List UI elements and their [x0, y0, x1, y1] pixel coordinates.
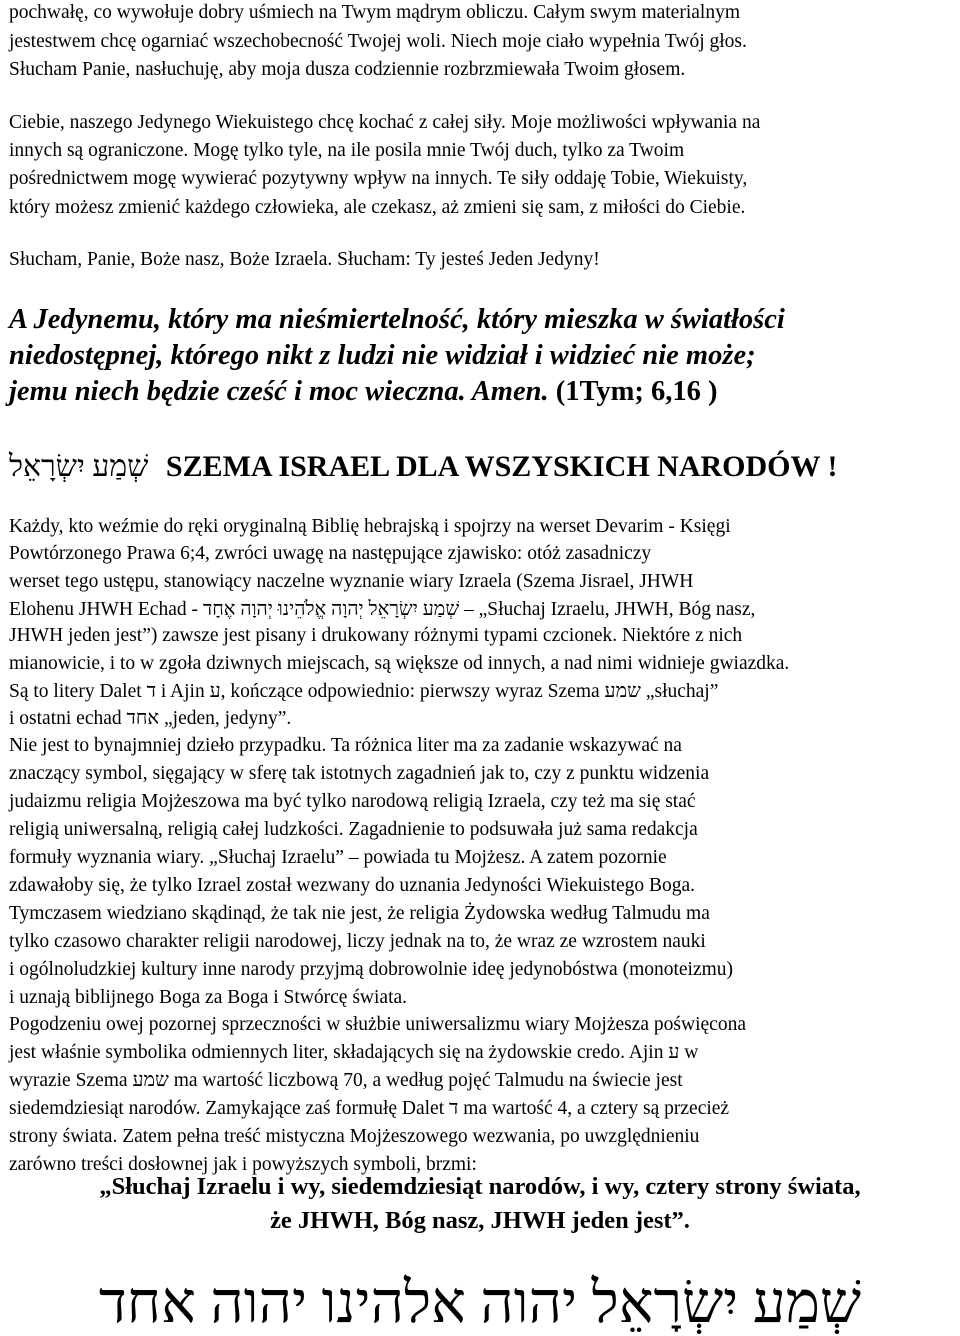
text-line: strony świata. Zatem pełna treść mistyczna Mojżeszowego wezwania, po uwzględnieniu: [9, 1126, 700, 1147]
text-line: Nie jest to bynajmniej dzieło przypadku. Ta różnica liter ma za zadanie wskazywać na: [9, 735, 682, 756]
shema-verse-hebrew: שְׁמַע יִשְׂרָאֵל יְהוָה אֱלֹהֵינוּ יְהוָה אֶחָד: [202, 599, 460, 620]
text-line: werset tego ustępu, stanowiący naczelne wyznanie wiary Izraela (Szema Jisrael, JHWH: [9, 571, 694, 592]
quote-line: jemu niech będzie cześć i moc wieczna. Amen. (1Tym; 6,16 ): [9, 376, 718, 407]
conclusion-line: że JHWH, Bóg nasz, JHWH jeden jest”.: [270, 1207, 690, 1234]
dalet-letter: ד: [146, 681, 156, 702]
dalet-letter: ד: [449, 1098, 459, 1119]
text-line: pochwałę, co wywołuje dobry uśmiech na Twym mądrym obliczu. Całym swym materialnym: [9, 2, 740, 23]
text-line: siedemdziesiąt narodów. Zamykające zaś formułę Dalet ד ma wartość 4, a cztery są przecież: [9, 1098, 730, 1119]
shema-word: שמע: [604, 681, 641, 702]
section-heading: [9, 446, 837, 488]
text-line: Każdy, kto weźmie do ręki oryginalną Biblię hebrajską i spojrzy na werset Devarim - Księgi: [9, 516, 731, 537]
ajin-letter: ע: [668, 1042, 680, 1063]
text-line: jest właśnie symbolika odmiennych liter, składających się na żydowskie credo. Ajin ע w: [9, 1042, 699, 1063]
text-line: JHWH jeden jest”) zawsze jest pisany i drukowany różnymi typami czcionek. Niektóre z nich: [9, 625, 743, 646]
text-line: który możesz zmienić każdego człowieka, ale czekasz, aż zmieni się sam, z miłości do Ciebie.: [9, 197, 746, 218]
text-line: tylko czasowo charakter religii narodowej, liczy jednak na to, że wraz ze wzrostem nauki: [9, 931, 706, 952]
text-line: znaczący symbol, sięgający w sferę tak istotnych zagadnień jak to, czy z punktu widzenia: [9, 763, 710, 784]
text-line: zarówno treści dosłownej jak i powyższych symboli, brzmi:: [9, 1154, 477, 1175]
text-line: Słucham, Panie, Boże nasz, Boże Izraela. Słucham: Ty jesteś Jeden Jedyny!: [9, 249, 600, 270]
text-line: i ostatni echad אחד „jeden, jedyny”.: [9, 708, 292, 729]
text-line: wyrazie Szema שמע ma wartość liczbową 70, a według pojęć Talmudu na świecie jest: [9, 1070, 683, 1091]
quote-line: A Jedynemu, który ma nieśmiertelność, który mieszka w światłości: [9, 304, 785, 335]
echad-word: אחד: [126, 708, 160, 729]
text-line: formuły wyznania wiary. „Słuchaj Izraelu” – powiada tu Mojżesz. A zatem pozornie: [9, 847, 667, 868]
text-line: Tymczasem wiedziano skądinąd, że tak nie jest, że religia Żydowska według Talmudu ma: [9, 903, 710, 924]
text-line: zdawałoby się, że tylko Izrael został wezwany do uznania Jedyności Wiekuistego Boga.: [9, 875, 696, 896]
conclusion-line: „Słuchaj Izraelu i wy, siedemdziesiąt narodów, i wy, cztery strony świata,: [99, 1173, 861, 1200]
text-line: judaizmu religia Mojżeszowa ma być tylko narodową religią Izraela, czy też ma się stać: [9, 791, 696, 812]
text-line: Są to litery Dalet ד i Ajin ע, kończące odpowiednio: pierwszy wyraz Szema שמע „słuchaj”: [9, 681, 719, 702]
shema-hebrew-large: שְׁמַע יִשְׂרָאֵל יהוה אלהינו יהוה אחד: [98, 1270, 862, 1335]
text-line: Pogodzeniu owej pozornej sprzeczności w służbie uniwersalizmu wiary Mojżesza poświęcona: [9, 1014, 746, 1035]
quote-reference: (1Tym; 6,16 ): [548, 376, 718, 407]
text-line: Słucham Panie, nasłuchuję, aby moja dusza codziennie rozbrzmiewała Twoim głosem.: [9, 59, 686, 80]
text-line: Ciebie, naszego Jedynego Wiekuistego chcę kochać z całej siły. Moje możliwości wpływania na: [9, 112, 761, 133]
heading-hebrew: שְׁמַע יִשְׂרָאֵל: [9, 450, 149, 483]
shema-word: שמע: [132, 1070, 169, 1091]
text-line: i ogólnoludzkiej kultury inne narody przyjmą dobrowolnie ideę jedynobóstwa (monoteizmu): [9, 959, 734, 980]
text-line: pośrednictwem mogę wywierać pozytywny wpływ na innych. Te siły oddaję Tobie, Wiekuisty,: [9, 168, 748, 189]
text-line: Powtórzonego Prawa 6;4, zwróci uwagę na następujące zjawisko: otóż zasadniczy: [9, 543, 652, 564]
text-line: jestestwem chcę ogarniać wszechobecność Twojej woli. Niech moje ciało wypełnia Twój głos.: [9, 31, 747, 52]
text-line: religią uniwersalną, religią całej ludzkości. Zagadnienie to podsuwała już sama redakcja: [9, 819, 698, 840]
text-line: i uznają biblijnego Boga za Boga i Stwórcę świata.: [9, 987, 408, 1008]
heading-text: SZEMA ISRAEL DLA WSZYSKICH NARODÓW !: [165, 450, 838, 483]
text-line: Elohenu JHWH Echad - שְׁמַע יִשְׂרָאֵל יְהוָה אֱלֹהֵינוּ יְהוָה אֶחָד – „Słuchaj Izraelu, JHWH, Bóg nasz,: [9, 599, 756, 620]
text-line: mianowicie, i to w zgoła dziwnych miejscach, są większe od innych, a nad nimi widnieje gwiazdka.: [9, 653, 790, 674]
ajin-letter: ע: [209, 681, 221, 702]
quote-line: niedostępnej, którego nikt z ludzi nie widział i widzieć nie może;: [9, 340, 756, 371]
text-line: innych są ograniczone. Mogę tylko tyle, na ile posila mnie Twój duch, tylko za Twoim: [9, 140, 685, 161]
